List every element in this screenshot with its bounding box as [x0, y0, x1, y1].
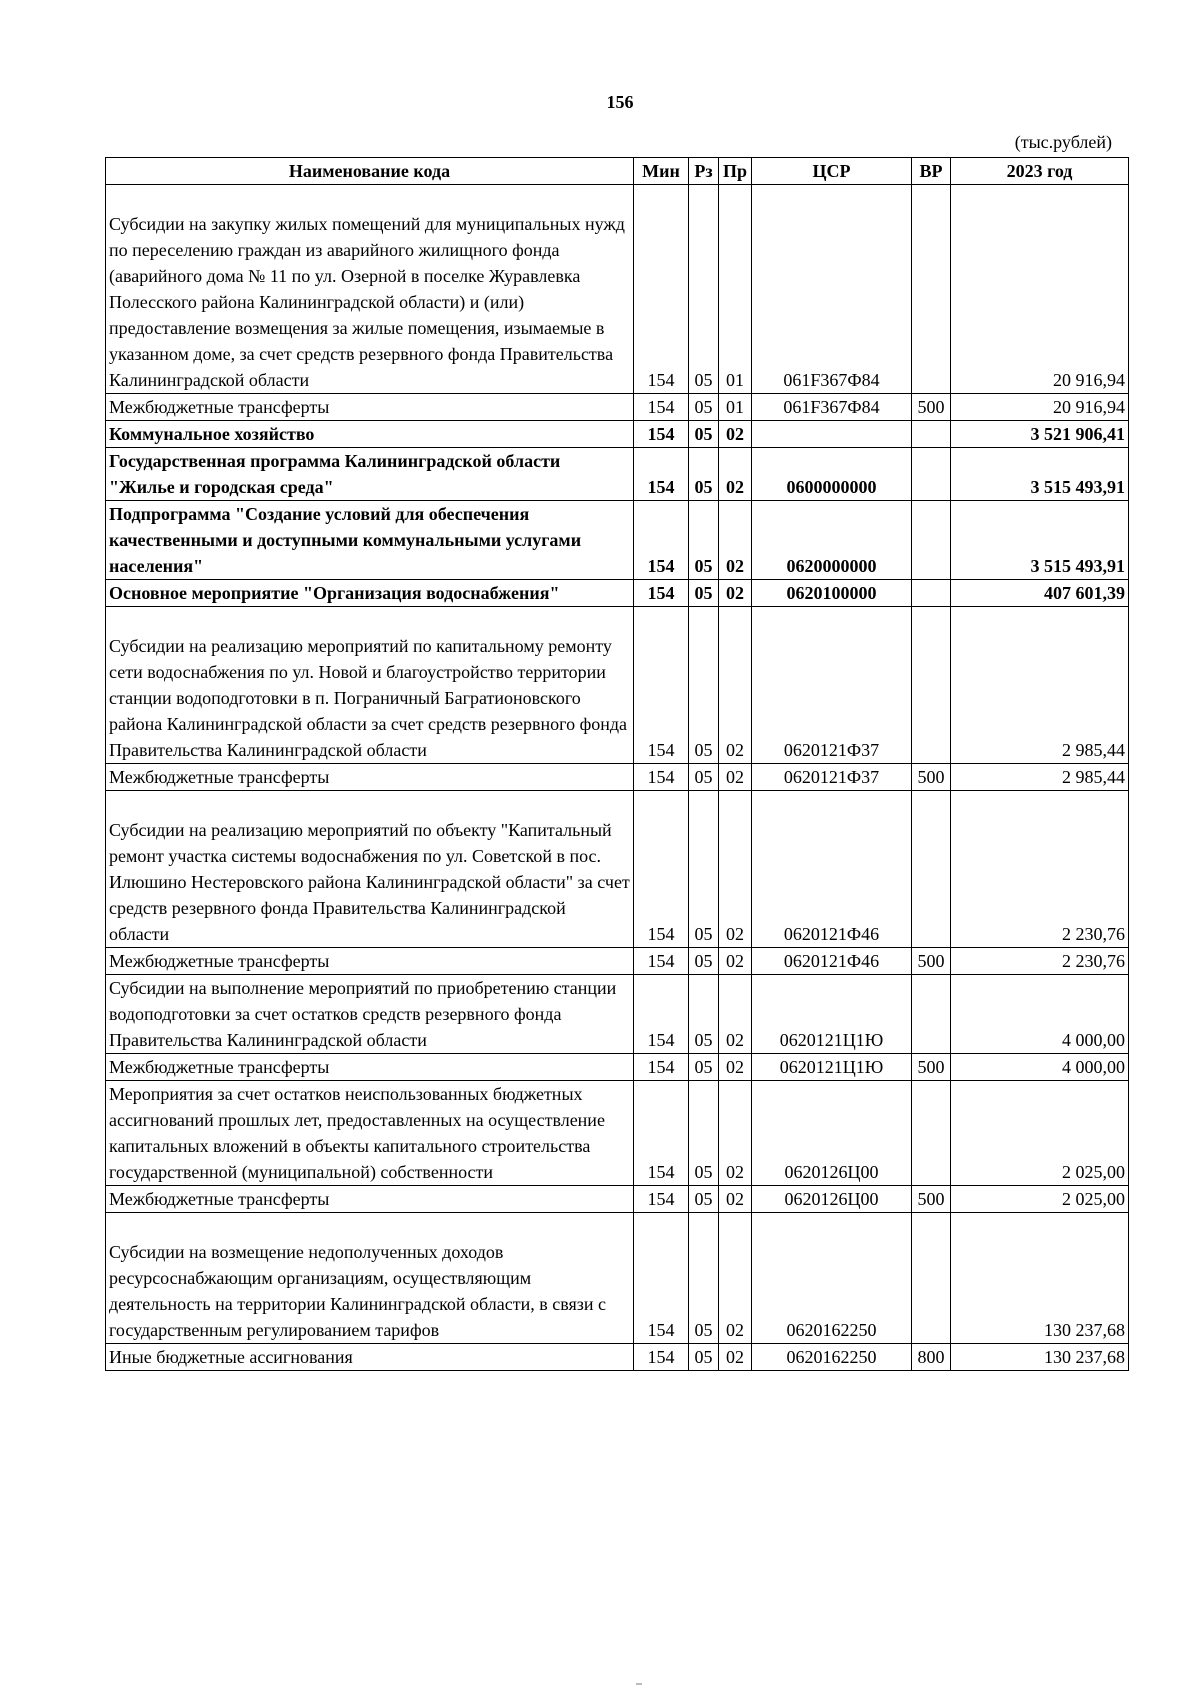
row-amount: 2 985,44: [951, 764, 1129, 791]
row-vr: 500: [912, 764, 951, 791]
row-min: 154: [634, 1054, 689, 1081]
row-name: Межбюджетные трансферты: [106, 1054, 634, 1081]
row-name: Субсидии на выполнение мероприятий по приобретению станции водоподготовки за счет остатков средств резервного фонда Правительства Калининградской области: [106, 975, 634, 1054]
row-rz: 05: [689, 1081, 719, 1186]
row-min: 154: [634, 1081, 689, 1186]
row-min: 154: [634, 1213, 689, 1344]
row-pr: 02: [719, 1081, 752, 1186]
row-min: 154: [634, 791, 689, 948]
row-vr: [912, 448, 951, 501]
row-amount: 2 985,44: [951, 607, 1129, 764]
row-csr: 0620121Ф46: [752, 948, 912, 975]
row-vr: [912, 1081, 951, 1186]
table-row: [106, 1213, 1129, 1344]
row-amount: 4 000,00: [951, 1054, 1129, 1081]
row-amount: 3 515 493,91: [951, 448, 1129, 501]
row-pr: 02: [719, 791, 752, 948]
header-rz: Рз: [689, 158, 719, 185]
table-row: [106, 580, 1129, 607]
row-min: 154: [634, 448, 689, 501]
row-min: 154: [634, 948, 689, 975]
row-pr: 02: [719, 764, 752, 791]
header-name: Наименование кода: [106, 158, 634, 185]
table-row: [106, 501, 1129, 580]
row-rz: 05: [689, 1054, 719, 1081]
row-csr: 0600000000: [752, 448, 912, 501]
units-label: (тыс.рублей): [1014, 132, 1112, 152]
row-name: Мероприятия за счет остатков неиспользованных бюджетных ассигнований прошлых лет, предоставленных на осуществление капитальных вложений в объекты капитального строительства государственной (муниципальной) собственности: [106, 1081, 634, 1186]
row-pr: 01: [719, 185, 752, 394]
row-rz: 05: [689, 764, 719, 791]
table-row: [106, 607, 1129, 764]
row-rz: 05: [689, 1213, 719, 1344]
table-row: [106, 1186, 1129, 1213]
row-rz: 05: [689, 607, 719, 764]
row-rz: 05: [689, 448, 719, 501]
page-number: 156: [606, 92, 634, 112]
row-csr: 0620126Ц00: [752, 1081, 912, 1186]
row-name: Межбюджетные трансферты: [106, 764, 634, 791]
row-min: 154: [634, 185, 689, 394]
row-csr: 0620121Ф46: [752, 791, 912, 948]
row-rz: 05: [689, 1344, 719, 1371]
row-min: 154: [634, 580, 689, 607]
row-amount: 130 237,68: [951, 1344, 1129, 1371]
row-amount: 20 916,94: [951, 185, 1129, 394]
row-amount: 407 601,39: [951, 580, 1129, 607]
row-name: Межбюджетные трансферты: [106, 394, 634, 421]
header-min: Мин: [634, 158, 689, 185]
row-vr: [912, 185, 951, 394]
table-row: [106, 1081, 1129, 1186]
row-vr: [912, 1213, 951, 1344]
row-vr: 500: [912, 1186, 951, 1213]
row-csr: 0620121Ф37: [752, 764, 912, 791]
row-name: Субсидии на возмещение недополученных доходов ресурсоснабжающим организациям, осуществляющим деятельность на территории Калининградской области, в связи с государственным регулированием тарифов: [106, 1213, 634, 1344]
table-row: [106, 394, 1129, 421]
row-csr: 0620121Ц1Ю: [752, 1054, 912, 1081]
row-min: 154: [634, 1186, 689, 1213]
row-pr: 02: [719, 1344, 752, 1371]
table-row: [106, 791, 1129, 948]
table-row: [106, 421, 1129, 448]
row-vr: 800: [912, 1344, 951, 1371]
row-min: 154: [634, 394, 689, 421]
row-name: Государственная программа Калининградской области "Жилье и городская среда": [106, 448, 634, 501]
row-amount: 130 237,68: [951, 1213, 1129, 1344]
row-pr: 02: [719, 948, 752, 975]
row-amount: 2 025,00: [951, 1186, 1129, 1213]
row-amount: 2 025,00: [951, 1081, 1129, 1186]
row-pr: 02: [719, 975, 752, 1054]
row-min: 154: [634, 1344, 689, 1371]
row-csr: [752, 421, 912, 448]
row-csr: 0620000000: [752, 501, 912, 580]
row-amount: 2 230,76: [951, 948, 1129, 975]
row-rz: 05: [689, 421, 719, 448]
row-vr: [912, 580, 951, 607]
row-name: Коммунальное хозяйство: [106, 421, 634, 448]
row-pr: 02: [719, 448, 752, 501]
row-rz: 05: [689, 791, 719, 948]
row-vr: [912, 975, 951, 1054]
row-name: Подпрограмма "Создание условий для обеспечения качественными и доступными коммунальными услугами населения": [106, 501, 634, 580]
row-csr: 0620121Ц1Ю: [752, 975, 912, 1054]
row-vr: [912, 421, 951, 448]
row-csr: 0620121Ф37: [752, 607, 912, 764]
row-pr: 01: [719, 394, 752, 421]
scan-mark: [636, 1683, 642, 1685]
row-name: Иные бюджетные ассигнования: [106, 1344, 634, 1371]
row-amount: 3 521 906,41: [951, 421, 1129, 448]
row-min: 154: [634, 607, 689, 764]
row-pr: 02: [719, 421, 752, 448]
row-min: 154: [634, 975, 689, 1054]
row-name: Межбюджетные трансферты: [106, 948, 634, 975]
row-amount: 4 000,00: [951, 975, 1129, 1054]
row-name: Межбюджетные трансферты: [106, 1186, 634, 1213]
row-csr: 061F367Ф84: [752, 394, 912, 421]
budget-table: [105, 157, 1129, 1371]
header-pr: Пр: [719, 158, 752, 185]
row-vr: 500: [912, 394, 951, 421]
table-row: [106, 1054, 1129, 1081]
header-year: 2023 год: [951, 158, 1129, 185]
table-row: [106, 448, 1129, 501]
row-vr: [912, 791, 951, 948]
row-vr: 500: [912, 1054, 951, 1081]
table-row: [106, 185, 1129, 394]
row-pr: 02: [719, 1213, 752, 1344]
row-pr: 02: [719, 580, 752, 607]
row-vr: 500: [912, 948, 951, 975]
row-min: 154: [634, 421, 689, 448]
table-row: [106, 975, 1129, 1054]
row-rz: 05: [689, 501, 719, 580]
header-row: [106, 158, 1129, 185]
header-vr: ВР: [912, 158, 951, 185]
row-rz: 05: [689, 1186, 719, 1213]
row-pr: 02: [719, 1186, 752, 1213]
row-amount: 2 230,76: [951, 791, 1129, 948]
row-rz: 05: [689, 394, 719, 421]
row-rz: 05: [689, 580, 719, 607]
row-csr: 0620162250: [752, 1213, 912, 1344]
table-row: [106, 1344, 1129, 1371]
row-name: Субсидии на реализацию мероприятий по объекту "Капитальный ремонт участка системы водоснабжения по ул. Советской в пос. Илюшино Нестеровского района Калининградской области" за счет средств резервного фонда Правительства Калининградской области: [106, 791, 634, 948]
row-csr: 061F367Ф84: [752, 185, 912, 394]
row-rz: 05: [689, 975, 719, 1054]
row-rz: 05: [689, 948, 719, 975]
row-pr: 02: [719, 607, 752, 764]
header-csr: ЦСР: [752, 158, 912, 185]
row-amount: 3 515 493,91: [951, 501, 1129, 580]
row-pr: 02: [719, 501, 752, 580]
row-name: Субсидии на закупку жилых помещений для муниципальных нужд по переселению граждан из аварийного жилищного фонда (аварийного дома № 11 по ул. Озерной в поселке Журавлевка Полесского района Калининградской области) и (или) предоставление возмещения за жилые помещения, изымаемые в указанном доме, за счет средств резервного фонда Правительства Калининградской области: [106, 185, 634, 394]
row-min: 154: [634, 501, 689, 580]
row-name: Субсидии на реализацию мероприятий по капитальному ремонту сети водоснабжения по ул. Новой и благоустройство территории станции водоподготовки в п. Пограничный Багратионовского района Калининградской области за счет средств резервного фонда Правительства Калининградской области: [106, 607, 634, 764]
row-name: Основное мероприятие "Организация водоснабжения": [106, 580, 634, 607]
row-amount: 20 916,94: [951, 394, 1129, 421]
row-vr: [912, 501, 951, 580]
row-min: 154: [634, 764, 689, 791]
row-vr: [912, 607, 951, 764]
table-row: [106, 948, 1129, 975]
row-csr: 0620100000: [752, 580, 912, 607]
row-pr: 02: [719, 1054, 752, 1081]
row-csr: 0620126Ц00: [752, 1186, 912, 1213]
row-rz: 05: [689, 185, 719, 394]
table-row: [106, 764, 1129, 791]
row-csr: 0620162250: [752, 1344, 912, 1371]
